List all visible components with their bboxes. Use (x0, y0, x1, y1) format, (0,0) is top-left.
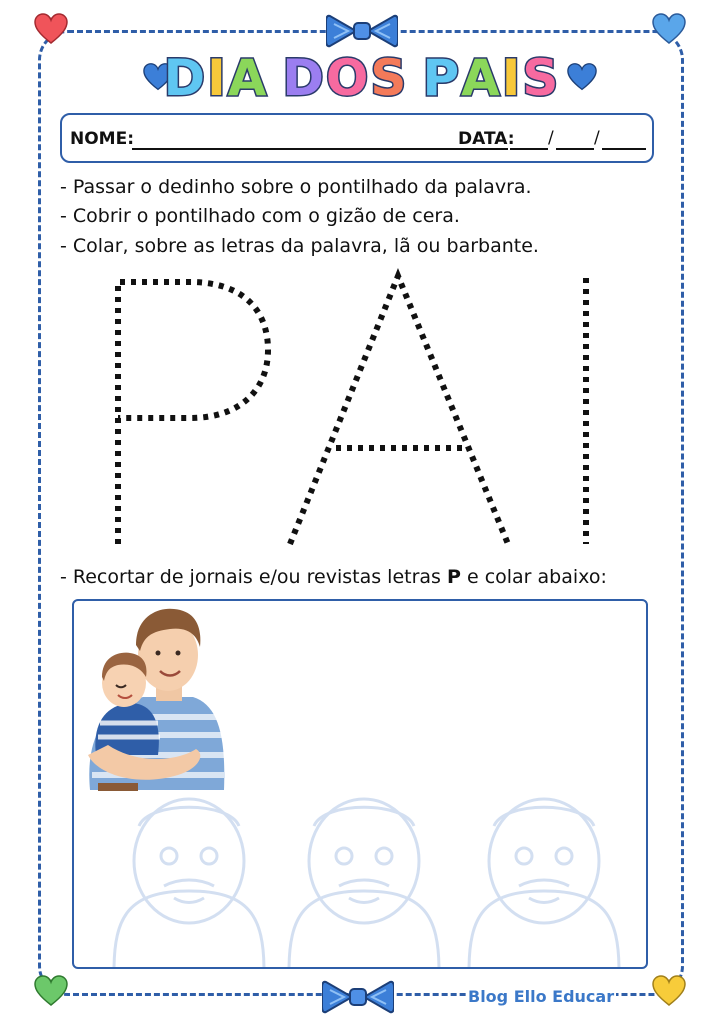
instruction-line: - Colar, sobre as letras da palavra, lã ou barbante. (60, 235, 539, 257)
title-space (268, 50, 282, 106)
title-letter: O (325, 49, 371, 107)
trace-letter-a (290, 276, 508, 544)
date-year-field[interactable] (602, 148, 646, 150)
title-letter: D (163, 49, 208, 107)
bow-tie-icon (326, 12, 398, 50)
title-letter: S (522, 49, 561, 107)
date-day-field[interactable] (510, 148, 548, 150)
heart-icon (34, 12, 68, 46)
cutout-instruction: - Recortar de jornais e/ou revistas letras P e colar abaixo: (60, 566, 607, 588)
name-field[interactable] (132, 148, 508, 150)
date-month-field[interactable] (556, 148, 594, 150)
name-label: NOME: (70, 129, 135, 149)
heart-icon (652, 12, 686, 46)
title-letter: A (227, 49, 269, 107)
date-label: DATA: (458, 129, 515, 149)
father-son-illustration (78, 605, 228, 795)
name-date-box (60, 113, 654, 163)
bow-tie-icon (322, 978, 394, 1016)
footer-credit: Blog Ello Educar (468, 987, 615, 1006)
title-letter: P (422, 49, 462, 107)
heart-icon (652, 974, 686, 1008)
title-letter: D (282, 49, 326, 107)
title-letter: I (501, 49, 523, 107)
date-separator: / (594, 128, 600, 148)
paste-area[interactable] (72, 599, 648, 969)
heart-icon (34, 974, 68, 1008)
date-separator: / (548, 128, 554, 148)
instruction-line: - Passar o dedinho sobre o pontilhado da palavra. (60, 176, 532, 198)
trace-word-pai (80, 262, 680, 562)
title-letter: S (370, 49, 409, 107)
instruction-line: - Cobrir o pontilhado com o gizão de cera. (60, 205, 460, 227)
title-space (408, 50, 422, 106)
page-title (0, 50, 724, 106)
trace-letter-p (118, 282, 268, 544)
title-letter: A (461, 49, 502, 107)
title-letter: I (207, 49, 228, 107)
bold-letter-p: P (446, 566, 461, 588)
